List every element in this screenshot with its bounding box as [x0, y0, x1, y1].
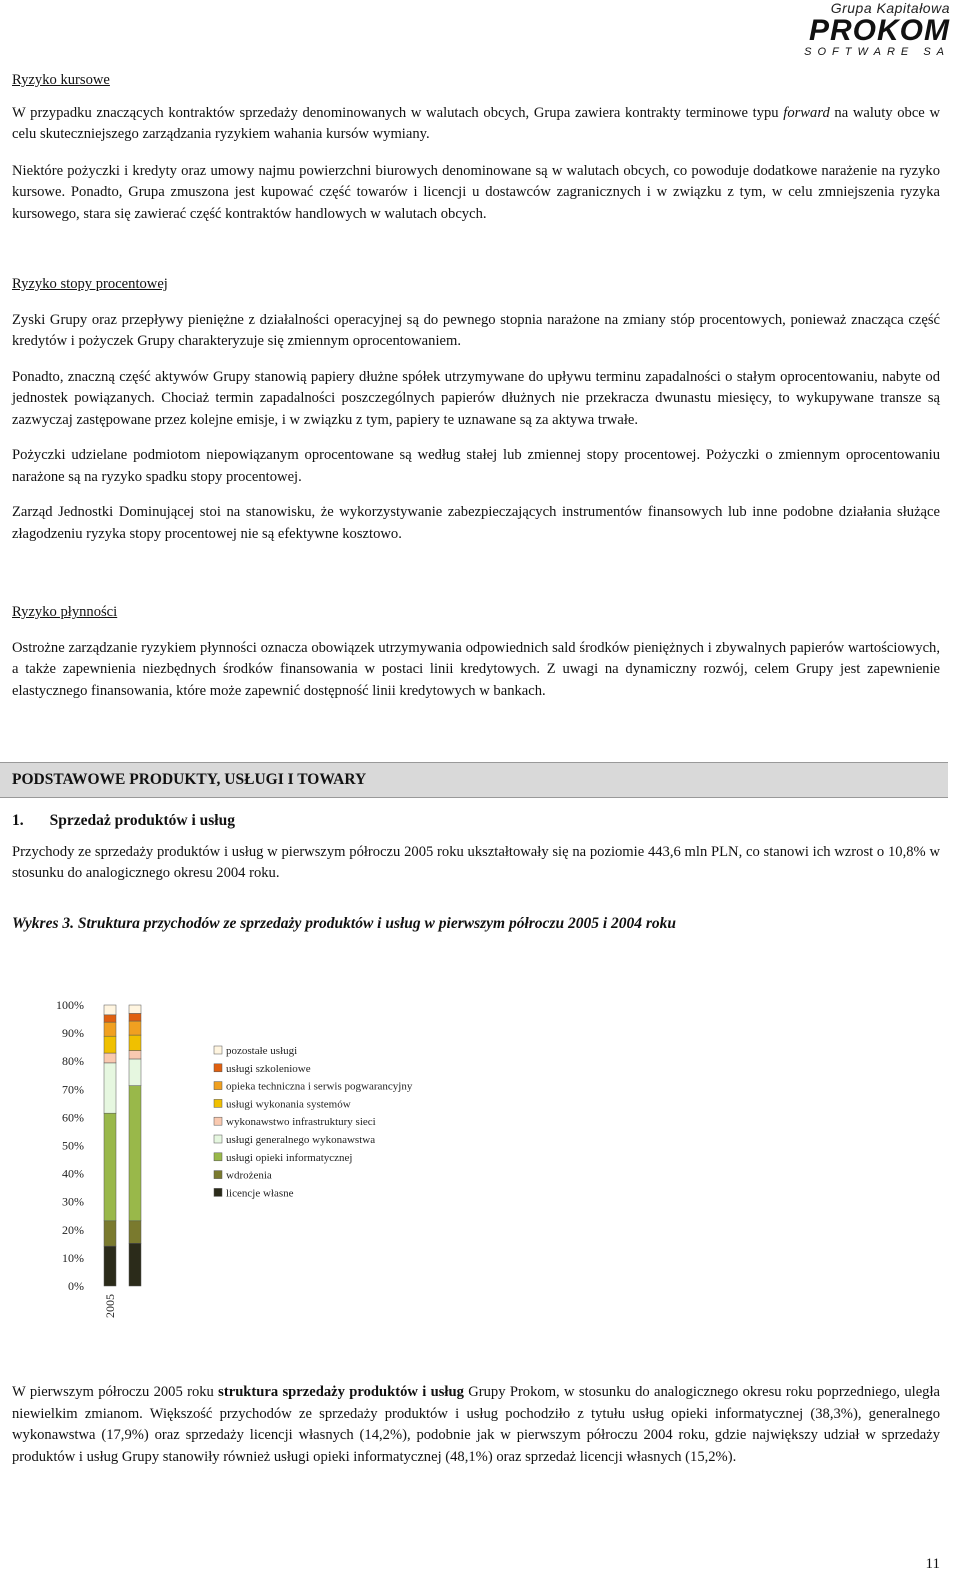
x-tick-label: 2005 — [103, 1294, 117, 1318]
y-tick-label: 10% — [62, 1250, 84, 1265]
bar-segment — [104, 1015, 116, 1022]
bar-segment — [104, 1053, 116, 1063]
chart-caption: Wykres 3. Struktura przychodów ze sprzedaży produktów i usług w pierwszym półroczu 2005 i 2004 roku — [12, 914, 677, 932]
section-ryzyko-plynnosci — [12, 602, 940, 702]
y-tick-label: 80% — [62, 1054, 84, 1069]
subsection-number: 1. — [12, 812, 24, 829]
heading-ryzyko-plynnosci: Ryzyko płynności — [12, 604, 118, 620]
y-tick-label: 60% — [62, 1110, 84, 1125]
bar-segment — [129, 1221, 141, 1243]
section-title: PODSTAWOWE PRODUKTY, USŁUGI I TOWARY — [12, 771, 367, 788]
bar-segment — [104, 1063, 116, 1113]
section-summary — [12, 1382, 940, 1468]
legend-swatch — [214, 1117, 222, 1125]
section-products — [12, 810, 940, 934]
bar-segment — [104, 1246, 116, 1286]
paragraph — [12, 1382, 940, 1468]
bar-segment — [129, 1086, 141, 1221]
bar-segment — [129, 1021, 141, 1035]
legend-swatch — [214, 1046, 222, 1054]
y-tick-label: 20% — [62, 1222, 84, 1237]
section-title-bar — [0, 762, 948, 798]
y-tick-label: 0% — [68, 1279, 84, 1293]
logo-brand-text: PROKOM — [809, 14, 950, 47]
legend-swatch — [214, 1099, 222, 1107]
legend-swatch — [214, 1171, 222, 1179]
legend-label: usługi opieki informatycznej — [226, 1151, 353, 1164]
legend-label: licencje własne — [226, 1187, 294, 1200]
bar-segment — [104, 1036, 116, 1053]
legend-label: usługi wykonania systemów — [226, 1098, 351, 1111]
legend-swatch — [214, 1188, 222, 1196]
paragraph: Zarząd Jednostki Dominującej stoi na stanowisku, że wykorzystywanie zabezpieczających instrumentów finansowych lub inne podobne działania służące złagodzeniu ryzyka stopy procentowej nie są efektywne kosztowo. — [12, 504, 940, 542]
bar-segment — [129, 1013, 141, 1021]
bar-segment — [104, 1022, 116, 1036]
legend-label: wdrożenia — [226, 1169, 272, 1182]
y-tick-label: 100% — [56, 998, 84, 1012]
y-tick-label: 40% — [62, 1166, 84, 1181]
logo-group-text: Grupa Kapitałowa — [830, 0, 950, 16]
bar-segment — [104, 1005, 116, 1015]
y-tick-label: 70% — [62, 1082, 84, 1097]
paragraph: Przychody ze sprzedaży produktów i usług w pierwszym półroczu 2005 roku ukształtowały się na poziomie 443,6 mln PLN, co stanowi ich wzrost o 10,8% w stosunku do analogicznego okresu 2004 roku. — [12, 843, 940, 881]
company-logo — [790, 0, 950, 58]
text: na waluty obce w celu skuteczniejszego zarządzania ryzykiem wahania kursów wymiany. — [12, 104, 940, 142]
paragraph: Zyski Grupy oraz przepływy pieniężne z działalności operacyjnej są do pewnego stopnia narażone na zmiany stóp procentowych, ponieważ znacząca część kredytów i pożyczek Grupy charakteryzuje się zmiennym oprocentowaniem. — [12, 311, 940, 349]
text-bold: struktura sprzedaży produktów i usług — [218, 1384, 464, 1400]
section-ryzyko-stopy — [12, 274, 940, 545]
bar-segment — [129, 1243, 141, 1286]
legend-swatch — [214, 1135, 222, 1143]
legend-label: pozostałe usługi — [226, 1045, 298, 1057]
bar-segment — [129, 1059, 141, 1086]
legend-label: wykonawstwo infrastruktury sieci — [226, 1116, 376, 1129]
legend-swatch — [214, 1153, 222, 1161]
legend-swatch — [214, 1082, 222, 1090]
page-number: 11 — [925, 1556, 940, 1572]
heading-ryzyko-kursowe: Ryzyko kursowe — [12, 72, 110, 88]
stacked-bar-chart — [0, 960, 960, 1340]
y-tick-label: 50% — [62, 1138, 84, 1153]
legend-swatch — [214, 1064, 222, 1072]
y-tick-label: 30% — [62, 1194, 84, 1209]
bar-segment — [129, 1035, 141, 1050]
y-tick-label: 90% — [62, 1026, 84, 1041]
heading-ryzyko-stopy: Ryzyko stopy procentowej — [12, 276, 168, 292]
paragraph: Ponadto, znaczną część aktywów Grupy stanowią papiery dłużne spółek utrzymywane do upływu terminu zapadalności o stałym oprocentowaniu, nabyte od jednostek powiązanych. Chociaż termin zapadalności poszczególnych papierów dłużnych nie przekracza dwunastu miesięcy, to wykupywane transze są zazwyczaj zastępowane przez kolejne emisje, i w związku z tym, papiery te uznawane są za aktywa trwałe. — [12, 368, 940, 428]
bar-segment — [129, 1051, 141, 1059]
legend-label: usługi generalnego wykonawstwa — [226, 1134, 376, 1146]
section-ryzyko-kursowe — [12, 70, 940, 225]
subsection-title: Sprzedaż produktów i usług — [49, 812, 235, 829]
bar-segment — [104, 1221, 116, 1246]
subsection-heading — [12, 810, 940, 832]
logo-sub-text: SOFTWARE SA — [804, 46, 950, 58]
legend-label: opieka techniczna i serwis pogwarancyjny — [226, 1080, 413, 1093]
legend-label: usługi szkoleniowe — [226, 1062, 311, 1075]
text-emphasis: forward — [783, 104, 830, 121]
text: W przypadku znaczących kontraktów sprzedaży denominowanych w walutach obcych, Grupa zawiera kontrakty terminowe typu — [12, 104, 784, 121]
paragraph: Niektóre pożyczki i kredyty oraz umowy najmu powierzchni biurowych denominowane są w walutach obcych, co powoduje dodatkowe narażenie na ryzyko kursowe. Ponadto, Grupa zmuszona jest kupować część towarów i licencji u dostawców zagranicznych i w związku z tym, w celu zmniejszenia ryzyka kursowego, stara się zawierać część kontraktów handlowych w walutach obcych. — [12, 162, 940, 222]
paragraph — [12, 103, 940, 146]
bar-segment — [129, 1005, 141, 1013]
paragraph: Ostrożne zarządzanie ryzykiem płynności oznacza obowiązek utrzymywania odpowiednich sald środków pieniężnych i zbywalnych papierów wartościowych, a także zapewnienia niezbędnych środków finansowania w postaci linii kredytowych. Z uwagi na dynamiczny rozwój, celem Grupy jest zapewnienie elastycznego finansowania, które może zapewnić dostępność linii kredytowych w bankach. — [12, 639, 940, 699]
text: W pierwszym półroczu 2005 roku — [12, 1384, 219, 1400]
paragraph: Pożyczki udzielane podmiotom niepowiązanym oprocentowane są według stałej lub zmiennej stopy procentowej. Pożyczki o zmiennym oprocentowaniu narażone są na ryzyko spadku stopy procentowej. — [12, 447, 940, 485]
text: Grupy Prokom, w stosunku do analogicznego okresu roku poprzedniego, uległa niewielkim zmianom. Większość przychodów ze sprzedaży produktów i usług pochodziło z tytułu usług opieki informatycznej (38,3%), generalnego wykonawstwa (17,9%) oraz sprzedaży licencji własnych (14,2%), podobnie jak w pierwszym półroczu 2004 roku, gdzie największy udział w sprzedaży produktów i usług Grupy stanowiły również usługi opieki informatycznej (48,1%) oraz sprzedaż licencji własnych (15,2%). — [12, 1384, 941, 1465]
bar-segment — [104, 1113, 116, 1221]
